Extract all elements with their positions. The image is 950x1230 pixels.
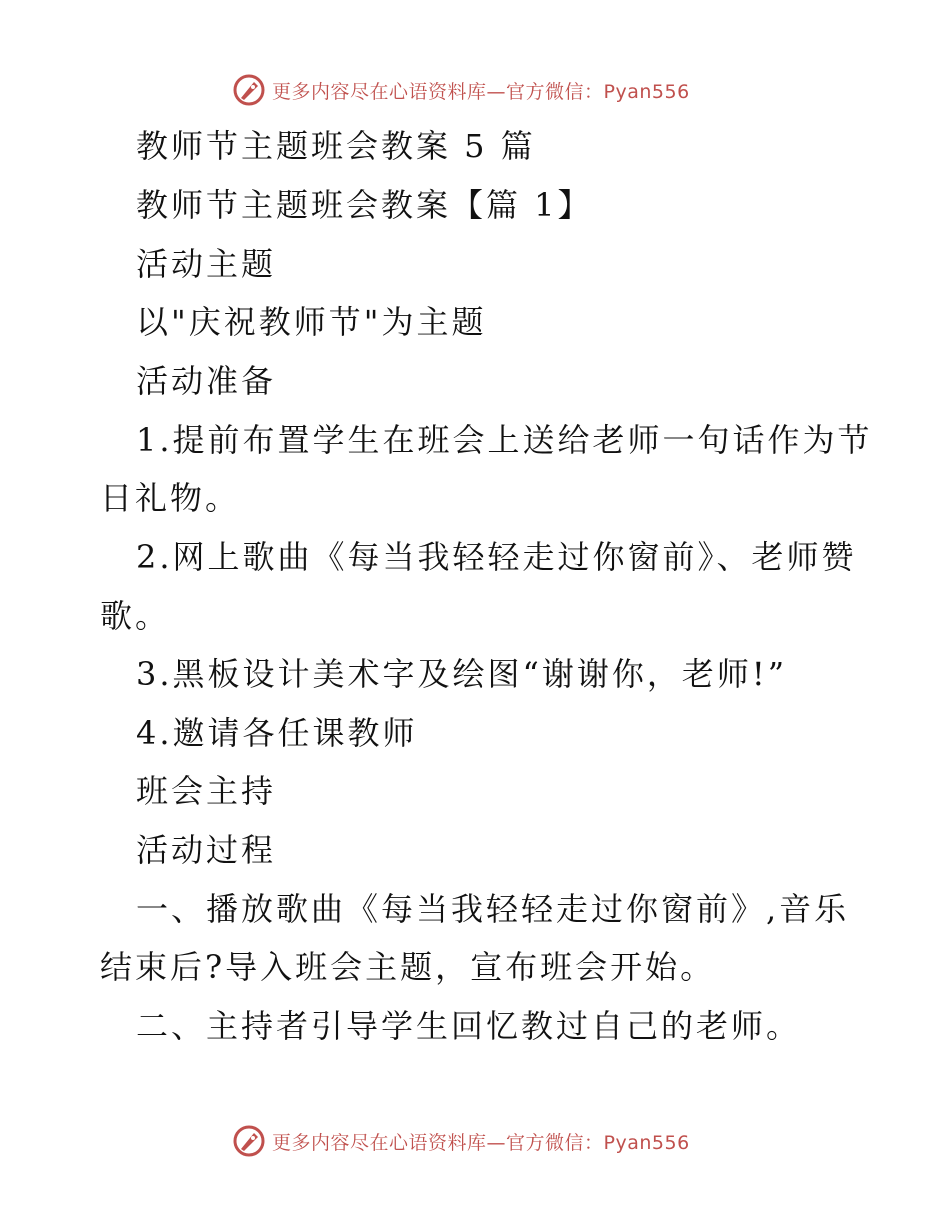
document-title: 教师节主题班会教案 5 篇 [136,127,536,165]
list-item: 3.黑板设计美术字及绘图“谢谢你，老师!” [136,655,788,693]
watermark-text: 更多内容尽在心语资料库—官方微信：Pyan556 [272,80,690,103]
subheading-theme: 活动主题 [136,245,277,283]
subheading-process: 活动过程 [136,831,277,869]
list-item: 4.邀请各任课教师 [136,714,418,752]
paragraph-continuation: 结束后?导入班会主题，宣布班会开始。 [100,948,716,986]
subheading-host: 班会主持 [136,772,277,810]
section-heading: 教师节主题班会教案【篇 1】 [136,186,593,224]
list-item-continuation: 歌。 [100,597,171,635]
header-watermark [232,72,690,108]
list-item: 1.提前布置学生在班会上送给老师一句话作为节 [136,421,873,459]
paragraph: 一、播放歌曲《每当我轻轻走过你窗前》,音乐 [136,890,850,928]
footer-watermark [232,1123,690,1159]
subheading-preparation: 活动准备 [136,362,277,400]
paragraph: 二、主持者引导学生回忆教过自己的老师。 [136,1007,802,1045]
pen-nib-logo-icon [232,1124,266,1158]
list-item: 2.网上歌曲《每当我轻轻走过你窗前》、老师赞 [136,538,857,576]
pen-nib-logo-icon [232,73,266,107]
watermark-text: 更多内容尽在心语资料库—官方微信：Pyan556 [272,1131,690,1154]
paragraph: 以"庆祝教师节"为主题 [136,303,487,341]
list-item-continuation: 日礼物。 [100,479,241,517]
